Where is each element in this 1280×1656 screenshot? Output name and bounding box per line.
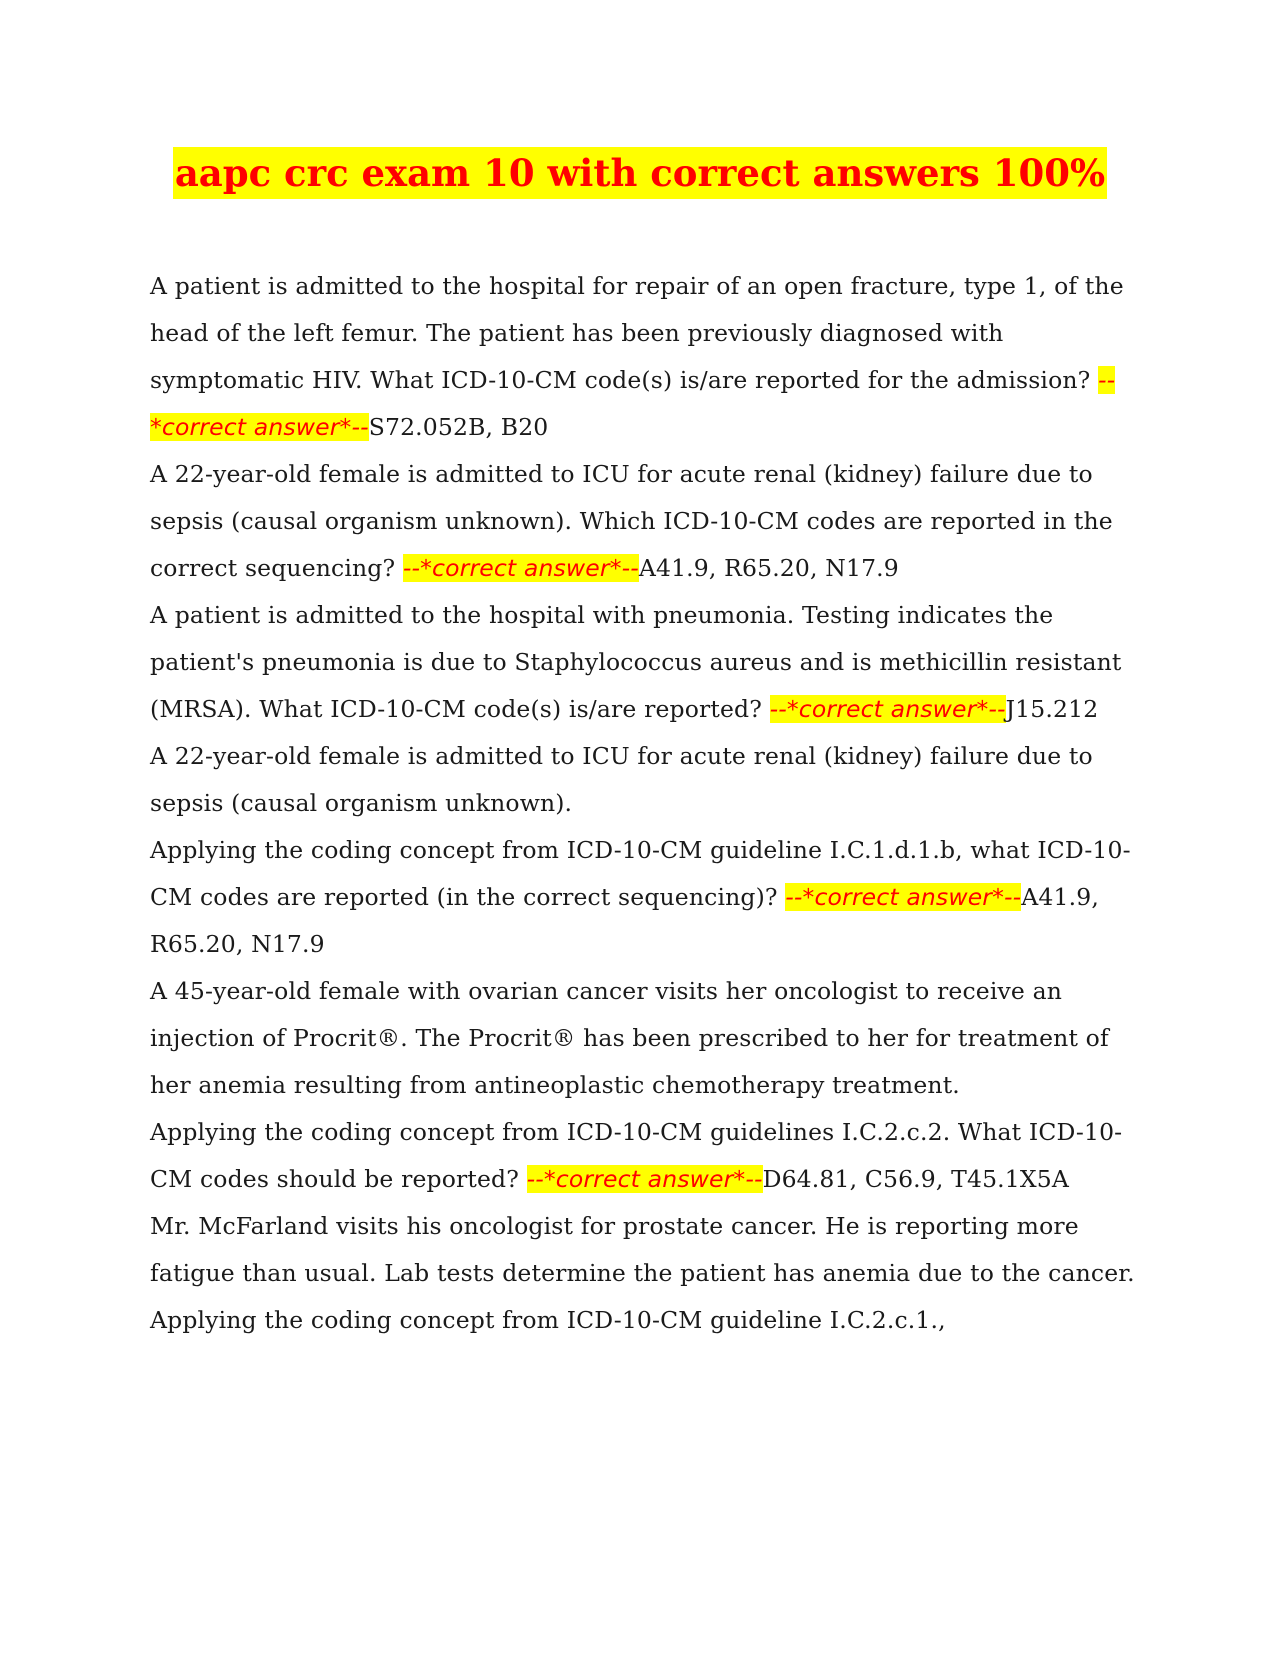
question-continuation: Applying the coding concept from ICD-10-CM guideline I.C.1.d.1.b, what ICD-10-CM codes are reported (in the correct sequencing)? — [150, 836, 1131, 911]
answer-text: S72.052B, B20 — [368, 413, 549, 441]
answer-text: A41.9, R65.20, N17.9 — [638, 554, 899, 582]
correct-answer-marker: --*correct answer*-- — [402, 554, 639, 582]
qa-item-4 — [150, 733, 1135, 968]
question-text: A 22-year-old female is admitted to ICU for acute renal (kidney) failure due to sepsis (causal organism unknown). — [150, 742, 1093, 817]
correct-answer-marker: --*correct answer*-- — [785, 883, 1022, 911]
correct-answer-marker: --*correct answer*-- — [150, 366, 1116, 441]
correct-answer-marker: --*correct answer*-- — [526, 1165, 763, 1193]
answer-text: D64.81, C56.9, T45.1X5A — [762, 1165, 1069, 1193]
qa-item-6 — [150, 1203, 1135, 1344]
qa-item-1 — [150, 263, 1135, 451]
question-text: A patient is admitted to the hospital with pneumonia. Testing indicates the patient's pneumonia is due to Staphylococcus aureus and is methicillin resistant (MRSA). What ICD-10-CM code(s) is/are reported? — [150, 601, 1122, 723]
title-container — [0, 147, 1280, 199]
answer-text: A41.9, R65.20, N17.9 — [150, 883, 1099, 958]
question-text: A 22-year-old female is admitted to ICU for acute renal (kidney) failure due to sepsis (causal organism unknown). Which ICD-10-CM codes are reported in the correct sequencing? — [150, 460, 1113, 582]
answer-text: J15.212 — [1005, 695, 1099, 723]
qa-item-2 — [150, 451, 1135, 592]
correct-answer-marker: --*correct answer*-- — [769, 695, 1006, 723]
question-text: A patient is admitted to the hospital for repair of an open fracture, type 1, of the head of the left femur. The patient has been previously diagnosed with symptomatic HIV. What ICD-10-CM code(s) is/are reported for the admission? — [150, 272, 1124, 394]
document-title: aapc crc exam 10 with correct answers 100% — [173, 147, 1107, 199]
qa-item-3 — [150, 592, 1135, 733]
question-continuation: Applying the coding concept from ICD-10-CM guidelines I.C.2.c.2. What ICD-10-CM codes should be reported? — [150, 1118, 1123, 1193]
document-body — [150, 263, 1135, 1344]
qa-item-5 — [150, 968, 1135, 1203]
question-text: A 45-year-old female with ovarian cancer visits her oncologist to receive an injection of Procrit®. The Procrit® has been prescribed to her for treatment of her anemia resulting from antineoplastic chemotherapy treatment. — [150, 977, 1109, 1099]
question-text: Mr. McFarland visits his oncologist for prostate cancer. He is reporting more fatigue than usual. Lab tests determine the patient has anemia due to the cancer. Applying the coding concept from ICD-10-CM guideline I.C.2.c.1., — [150, 1212, 1135, 1334]
